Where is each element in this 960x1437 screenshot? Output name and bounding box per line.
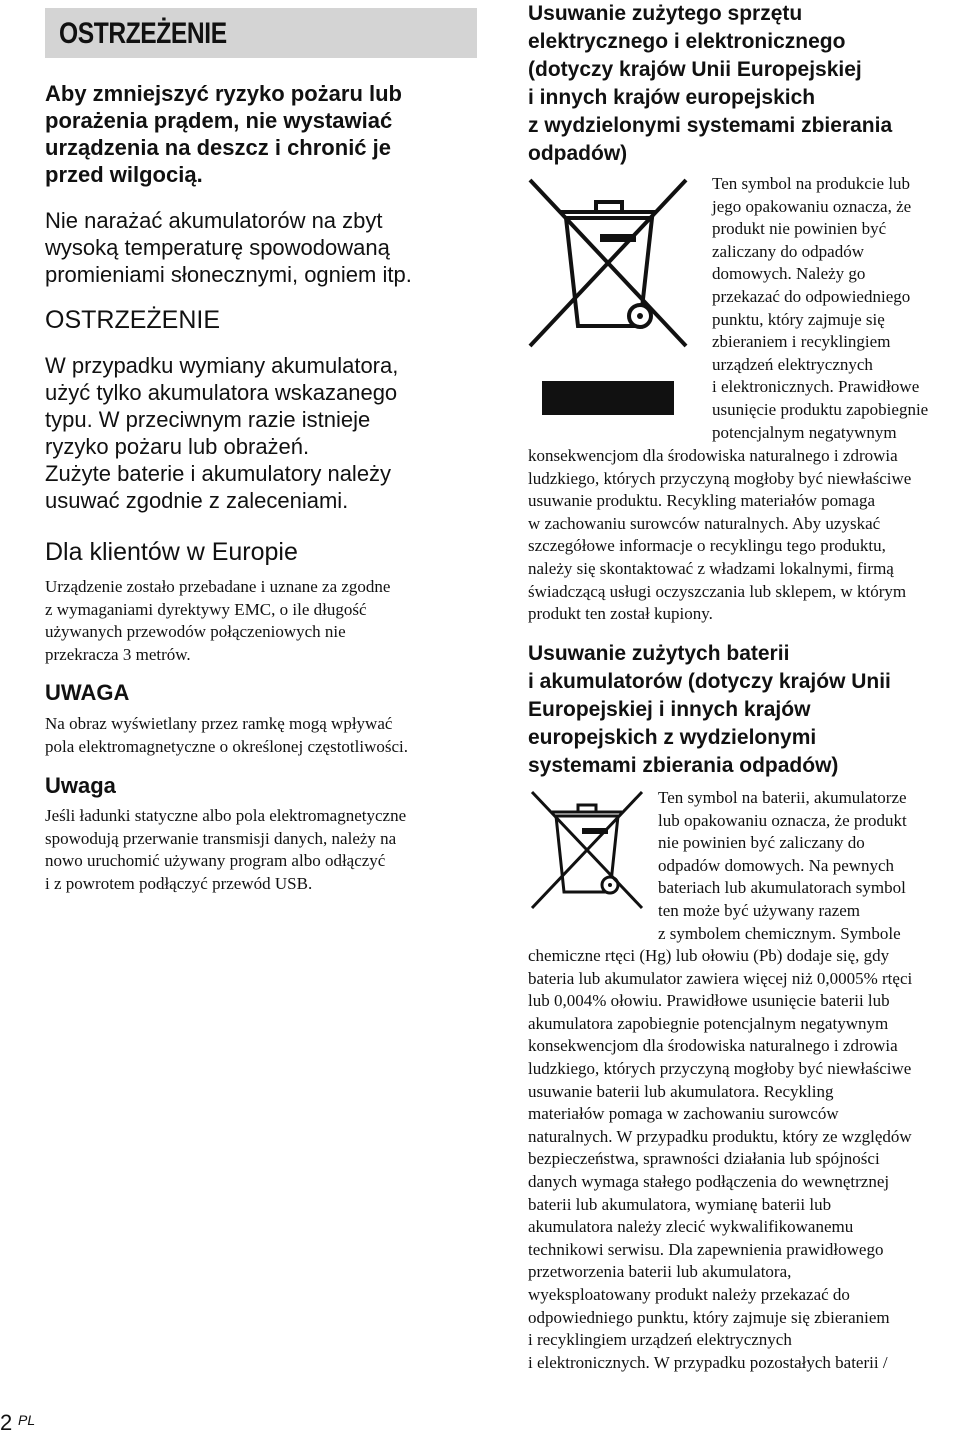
battery-side-text: Ten symbol na baterii, akumulatorze lub opakowaniu oznacza, że produkt nie powinien być zaliczany do odpadów domowych. Na pewnych bateriach lub akumulatorach symbol ten może być używany razem z symbolem chemicznym. Symbole bbox=[658, 788, 907, 943]
crossed-out-wheelie-bin-icon bbox=[528, 176, 696, 426]
fire-shock-warning: Aby zmniejszyć ryzyko pożaru lub porażenia prądem, nie wystawiać urządzenia na deszcz i chronić je przed wilgocią. bbox=[45, 81, 402, 187]
weee-section-title: Usuwanie zużytego sprzętu elektrycznego i elektronicznego (dotyczy krajów Unii Europejskiej i innych krajów europejskich z wydzielonymi systemami zbierania odpadów) bbox=[528, 2, 893, 165]
europe-title: Dla klientów w Europie bbox=[45, 538, 298, 566]
warning-header-box bbox=[45, 8, 477, 58]
europe-body: Urządzenie zostało przebadane i uznane za zgodne z wymaganiami dyrektywy EMC, o ile długość używanych przewodów połączeniowych nie przekracza 3 metrów. bbox=[45, 577, 391, 664]
uwaga-body: Jeśli ładunki statyczne albo pola elektromagnetyczne spowodują przerwanie transmisji danych, należy na nowo uruchomić używany program albo odłączyć i z powrotem podłączyć przewód USB. bbox=[45, 806, 407, 893]
warning-header-title: OSTRZEŻENIE bbox=[59, 17, 227, 50]
uwaga-title-upper: UWAGA bbox=[45, 680, 130, 705]
page-language: PL bbox=[18, 1412, 36, 1428]
battery-replacement-warning: W przypadku wymiany akumulatora, użyć tylko akumulatora wskazanego typu. W przeciwnym razie istnieje ryzyko pożaru lub obrażeń. Zużyte baterie i akumulatory należy usuwać zgodnie z zaleceniami. bbox=[45, 353, 399, 513]
crossed-out-battery-bin-icon bbox=[530, 790, 650, 920]
weee-side-text: Ten symbol na produkcie lub jego opakowaniu oznacza, że produkt nie powinien być zaliczany do odpadów domowych. Należy go przekazać do odpowiedniego punktu, który zajmuje się zbieraniem i recyklingiem urządzeń elektrycznych i elektronicznych. Prawidłowe usunięcie produktu zapobiegnie potencjalnym negatywnym bbox=[712, 174, 929, 442]
weee-body-text: konsekwencjom dla środowiska naturalnego i zdrowia ludzkiego, których przyczyną mogłoby być niewłaściwe usuwanie produktu. Recykling materiałów pomaga w zachowaniu surowców naturalnych. Aby uzyskać szczegółowe informacje o recyklingu tego produktu, należy się skontaktować z władzami lokalnymi, firmą świadczącą usługi oczyszczania lub sklepem, w którym produkt ten został kupiony. bbox=[528, 446, 912, 624]
battery-heat-warning: Nie narażać akumulatorów na zbyt wysoką temperaturę spowodowaną promieniami słonecznymi, ogniem itp. bbox=[45, 208, 412, 287]
warning-subtitle: OSTRZEŻENIE bbox=[45, 306, 221, 334]
uwaga-body-upper: Na obraz wyświetlany przez ramkę mogą wpływać pola elektromagnetyczne o określonej częstotliwości. bbox=[45, 714, 409, 756]
battery-body-text: chemiczne rtęci (Hg) lub ołowiu (Pb) dodaje się, gdy bateria lub akumulator zawiera więcej niż 0,0005% rtęci lub 0,004% ołowiu. Prawidłowe usunięcie baterii lub akumulatora zapobiegnie potencjalnym negatywnym konsekwencjom dla środowiska naturalnego i zdrowia ludzkiego, których przyczyną mogłoby być niewłaściwe usuwanie baterii lub akumulatora. Recykling materiałów pomaga w zachowaniu surowców naturalnych. W przypadku produktu, który ze względów bezpieczeństwa, sprawności działania lub spójności danych wymaga stałego podłączenia do wewnętrznej baterii lub akumulatora, wymianę baterii lub akumulatora należy zlecić wykwalifikowanemu technikowi serwisu. Dla zapewnienia prawidłowego przetworzenia baterii lub akumulatora, wyeksploatowany produkt należy przekazać do odpowiedniego punktu, który zajmuje się zbieraniem i recyklingiem urządzeń elektrycznych i elektronicznych. W przypadku pozostałych baterii / bbox=[528, 946, 913, 1372]
uwaga-title: Uwaga bbox=[45, 773, 116, 798]
battery-section-title: Usuwanie zużytych baterii i akumulatorów (dotyczy krajów Unii Europejskiej i innych krajów europejskich z wydzielonymi systemami zbierania odpadów) bbox=[528, 642, 891, 777]
page-number: 2 bbox=[0, 1410, 13, 1435]
